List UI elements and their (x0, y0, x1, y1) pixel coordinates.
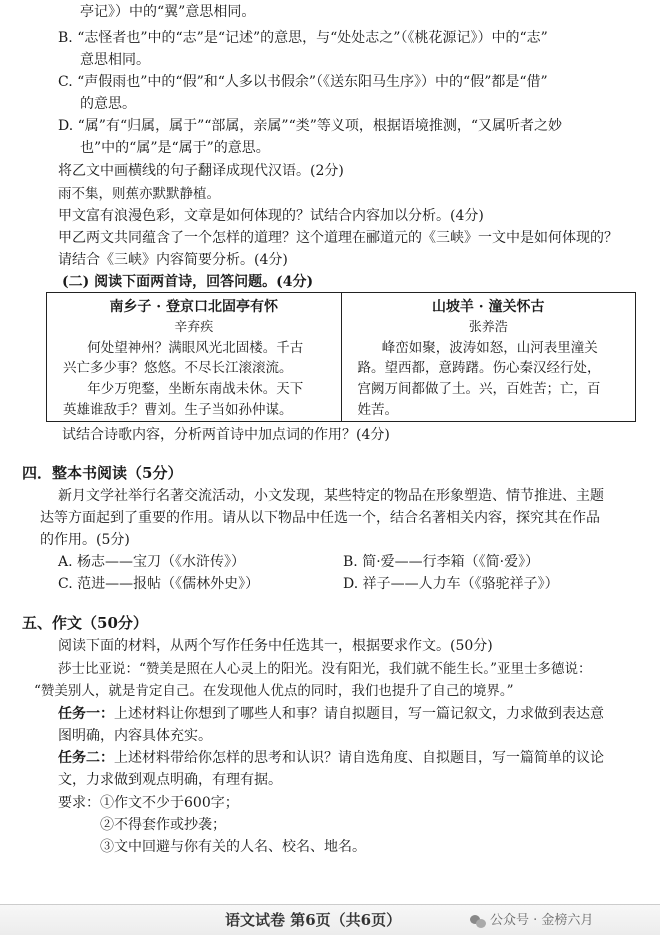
part4-option-d: D. 祥子——人力车（《骆驼祥子》） (343, 576, 559, 592)
wechat-icon (470, 914, 486, 928)
part4-paragraph-line-3: 的作用。(5分) (40, 532, 130, 548)
option-b-line-1: B. “志怪者也”中的“志”是“记述”的意思，与“处处志之”（《桃花源记》）中的“志” (58, 30, 548, 46)
poem-2-line: 姓苦。 (357, 402, 398, 419)
poem-1-line: 英雄谁敌手？曹刘。生子当如孙仲谋。 (63, 402, 293, 419)
analysis-question-1: 甲文富有浪漫色彩，文章是如何体现的？试结合内容加以分析。(4分) (58, 208, 484, 224)
poem-1-author: 辛弃疾 (174, 320, 214, 335)
requirement-2: ②不得套作或抄袭； (100, 817, 226, 833)
task1-line-1 (58, 704, 604, 725)
option-a-continuation: 亭记》）中的“翼”意思相同。 (80, 4, 256, 20)
option-d-line-1: D. “属”有“归属，属于”“部属，亲属”“类”等义项，根据语境推测，“又属听者之妙 (58, 118, 563, 134)
poem-2-line: 峰峦如聚，波涛如怒，山河表里潼关 (381, 339, 598, 356)
task1-line-2: 图明确，内容具体充实。 (58, 728, 212, 744)
requirement-1: ①作文不少于600字； (100, 795, 239, 811)
part4-paragraph-line-2: 达等方面起到了重要的作用。请从以下物品中任选一个，结合名著相关内容，探究其在作品 (40, 510, 600, 526)
page-number: 语文试卷 第6页（共6页） (225, 911, 402, 929)
poem-1-body (47, 338, 341, 422)
task2-line-2: 文，力求做到观点明确，有理有据。 (58, 772, 282, 788)
task1-text: 上述材料让你想到了哪些人和事？请自拟题目，写一篇记叙文，力求做到表达意 (114, 706, 604, 722)
part5-heading: 五、作文（50分） (22, 614, 148, 632)
poem-1-line: 年少万兜鍪，坐断东南战未休。天下 (87, 381, 304, 398)
requirements-line-1 (58, 793, 239, 814)
poem-1 (47, 293, 341, 421)
watermark (470, 911, 593, 931)
poem-question: 试结合诗歌内容，分析两首诗中加点词的作用？(4分) (62, 427, 390, 443)
part2-heading: (二) 阅读下面两首诗，回答问题。(4分) (62, 274, 314, 290)
option-c-line-2: 的意思。 (80, 96, 136, 112)
task2-line-1 (58, 748, 604, 769)
task2-label: 任务二： (58, 750, 114, 766)
translate-sentence: 雨不集，则蕉亦默默静植。 (58, 186, 220, 202)
poem-2-body (342, 338, 636, 422)
analysis-question-2-line-2: 请结合《三峡》内容简要分析。(4分) (58, 252, 288, 268)
page-footer (0, 904, 660, 935)
poem-2-line: 宫阙万间都做了土。兴，百姓苦；亡，百 (357, 381, 601, 398)
part5-intro: 阅读下面的材料，从两个写作任务中任选其一，根据要求作文。(50分) (58, 638, 493, 654)
analysis-question-2-line-1: 甲乙两文共同蕴含了一个怎样的道理？这个道理在郦道元的《三峡》一文中是如何体现的？ (58, 230, 618, 246)
part5-quote-line-1: 莎士比亚说：“赞美是照在人心灵上的阳光。没有阳光，我们就不能生长。”亚里士多德说： (58, 661, 592, 677)
requirement-3: ③文中回避与你有关的人名、校名、地名。 (100, 839, 366, 855)
part4-paragraph-line-1: 新月文学社举行名著交流活动，小文发现，某些特定的物品在形象塑造、情节推进、主题 (58, 488, 604, 504)
translate-prompt: 将乙文中画横线的句子翻译成现代汉语。(2分) (58, 163, 344, 179)
poem-2-title: 山坡羊 · 潼关怀古 (431, 299, 545, 315)
option-c-line-1: C. “声假雨也”中的“假”和“人多以书假余”（《送东阳马生序》）中的“假”都是“借” (58, 74, 548, 90)
part5-quote-line-2: “赞美别人，就是肯定自己。在发现他人优点的同时，我们也提升了自己的境界。” (34, 683, 514, 699)
part4-heading: 四．整本书阅读（5分） (22, 464, 183, 482)
option-d-line-2: 也”中的“属”是“属于”的意思。 (80, 140, 270, 156)
poem-2-line: 路。望西都，意踌躇。伤心秦汉经行处， (357, 360, 601, 377)
task1-label: 任务一： (58, 706, 114, 722)
poem-2-author: 张养浩 (468, 320, 508, 335)
part4-option-b: B. 简·爱——行李箱（《简·爱》） (343, 554, 540, 570)
poem-1-title: 南乡子 · 登京口北固亭有怀 (109, 299, 279, 315)
requirements-label: 要求： (58, 795, 100, 811)
part4-option-c: C. 范进——报帖（《儒林外史》） (58, 576, 260, 592)
poem-1-line: 何处望神州？满眼风光北固楼。千古 (87, 339, 304, 356)
part4-option-a: A. 杨志——宝刀（《水浒传》） (58, 554, 246, 570)
poem-1-line: 兴亡多少事？悠悠。不尽长江滚滚流。 (63, 360, 293, 377)
poem-2 (341, 293, 636, 421)
watermark-text: 公众号 · 金榜六月 (490, 913, 594, 928)
poems-table (46, 292, 636, 422)
task2-text: 上述材料带给你怎样的思考和认识？请自选角度、自拟题目，写一篇简单的议论 (114, 750, 604, 766)
option-b-line-2: 意思相同。 (80, 52, 150, 68)
